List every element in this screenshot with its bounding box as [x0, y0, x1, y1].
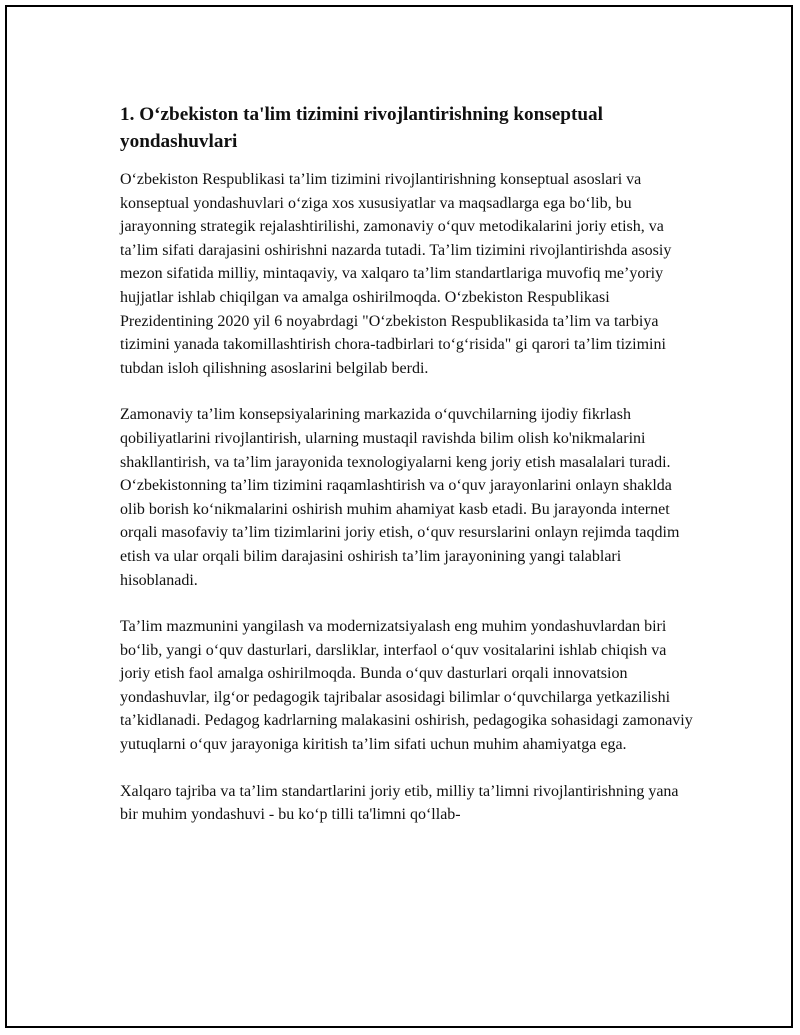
section-heading: 1. O‘zbekiston ta'lim tizimini rivojlantirishning konseptual yondashuvlari	[120, 104, 603, 152]
document-body	[120, 101, 700, 850]
paragraph-1: O‘zbekiston Respublikasi ta’lim tizimini rivojlantirishning konseptual asoslari va konseptual yondashuvlari o‘ziga xos xususiyatlar va maqsadlarga ega bo‘lib, bu jarayonning strategik rejalashtirilishi, zamonaviy o‘quv metodikalarini joriy etish, va ta’lim sifati darajasini oshirishni nazarda tutadi. Ta’lim tizimini rivojlantirishda asosiy mezon sifatida milliy, mintaqaviy, va xalqaro ta’lim standartlariga muvofiq me’yoriy hujjatlar ishlab chiqilgan va amalga oshirilmoqda. O‘zbekiston Respublikasi Prezidentining 2020 yil 6 noyabrdagi "O‘zbekiston Respublikasida ta’lim va tarbiya tizimini yanada takomillashtirish chora-tadbirlari to‘g‘risida" gi qarori ta’lim tizimini tubdan isloh qilishning asoslarini belgilab berdi.	[120, 171, 672, 377]
paragraph-3: Ta’lim mazmunini yangilash va modernizatsiyalash eng muhim yondashuvlardan biri bo‘lib, yangi o‘quv dasturlari, darsliklar, interfaol o‘quv vositalarini ishlab chiqish va joriy etish faol amalga oshirilmoqda. Bunda o‘quv dasturlari orqali innovatsion yondashuvlar, ilg‘or pedagogik tajribalar asosidagi bilimlar o‘quvchilarga yetkazilishi ta’kidlanadi. Pedagog kadrlarning malakasini oshirish, pedagogika sohasidagi zamonaviy yutuqlarni o‘quv jarayoniga kiritish ta’lim sifati uchun muhim ahamiyatga ega.	[120, 618, 693, 754]
paragraph-2: Zamonaviy ta’lim konsepsiyalarining markazida o‘quvchilarning ijodiy fikrlash qobiliyatlarini rivojlantirish, ularning mustaqil ravishda bilim olish ko'nikmalarini shakllantirish, va ta’lim jarayonida texnologiyalarni keng joriy etish masalalari turadi. O‘zbekistonning ta’lim tizimini raqamlashtirish va o‘quv jarayonlarini onlayn shaklda olib borish ko‘nikmalarini oshirish muhim ahamiyat kasb etadi. Bu jarayonda internet orqali masofaviy ta’lim tizimlarini joriy etish, o‘quv resurslarini onlayn rejimda taqdim etish va ular orqali bilim darajasini oshirish ta’lim jarayonining yangi talablari hisoblanadi.	[120, 406, 680, 589]
document-page	[5, 5, 793, 1028]
paragraph-4: Xalqaro tajriba va ta’lim standartlarini joriy etib, milliy ta’limni rivojlantirishning yana bir muhim yondashuvi - bu ko‘p tilli ta'limni qo‘llab-	[120, 782, 679, 824]
